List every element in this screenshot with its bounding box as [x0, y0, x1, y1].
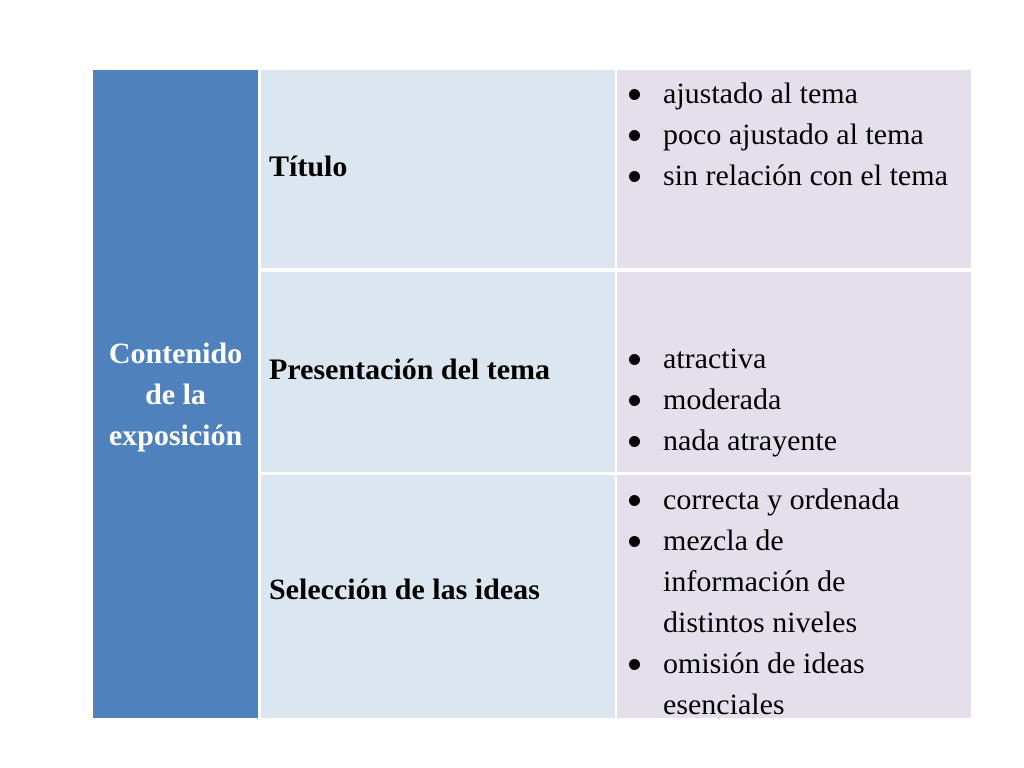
criterion-label: Título — [269, 150, 348, 183]
bullet-icon — [629, 395, 640, 406]
levels-cell-presentacion — [617, 272, 971, 472]
level-text: atractiva — [663, 342, 767, 375]
bullet-icon — [629, 171, 640, 182]
bullet-icon — [629, 495, 640, 506]
level-text: mezcla de información de distintos niveles — [663, 524, 858, 639]
category-cell — [93, 70, 258, 718]
level-item — [625, 73, 963, 114]
levels-cell-titulo — [617, 70, 971, 268]
levels-cell-seleccion — [617, 475, 971, 721]
criterion-label: Presentación del tema — [269, 353, 551, 386]
level-text: ajustado al tema — [663, 77, 858, 110]
level-item — [625, 479, 913, 520]
level-text: moderada — [663, 383, 782, 416]
level-item — [625, 643, 913, 725]
rubric-table — [93, 70, 972, 721]
category-label: Contenido de la exposición — [108, 336, 243, 452]
criterion-cell-titulo — [261, 70, 615, 268]
bullet-icon — [629, 130, 640, 141]
level-text: sin relación con el tema — [663, 159, 948, 192]
level-item — [625, 420, 837, 461]
bullet-icon — [629, 659, 640, 670]
bullet-icon — [629, 536, 640, 547]
bullet-icon — [629, 354, 640, 365]
level-item — [625, 114, 963, 155]
level-item — [625, 379, 837, 420]
levels-list — [617, 70, 963, 196]
criterion-cell-seleccion — [261, 475, 615, 718]
level-item — [625, 520, 913, 643]
criterion-label: Selección de las ideas — [269, 572, 540, 606]
level-text: poco ajustado al tema — [663, 118, 924, 151]
levels-list — [617, 272, 837, 461]
levels-list — [617, 475, 913, 725]
level-item — [625, 155, 963, 196]
level-text: correcta y ordenada — [663, 483, 900, 516]
level-text: nada atrayente — [663, 424, 838, 457]
bullet-icon — [629, 436, 640, 447]
criterion-cell-presentacion — [261, 272, 615, 472]
level-item — [625, 338, 837, 379]
bullet-icon — [629, 89, 640, 100]
level-text: omisión de ideas esenciales — [663, 647, 865, 721]
